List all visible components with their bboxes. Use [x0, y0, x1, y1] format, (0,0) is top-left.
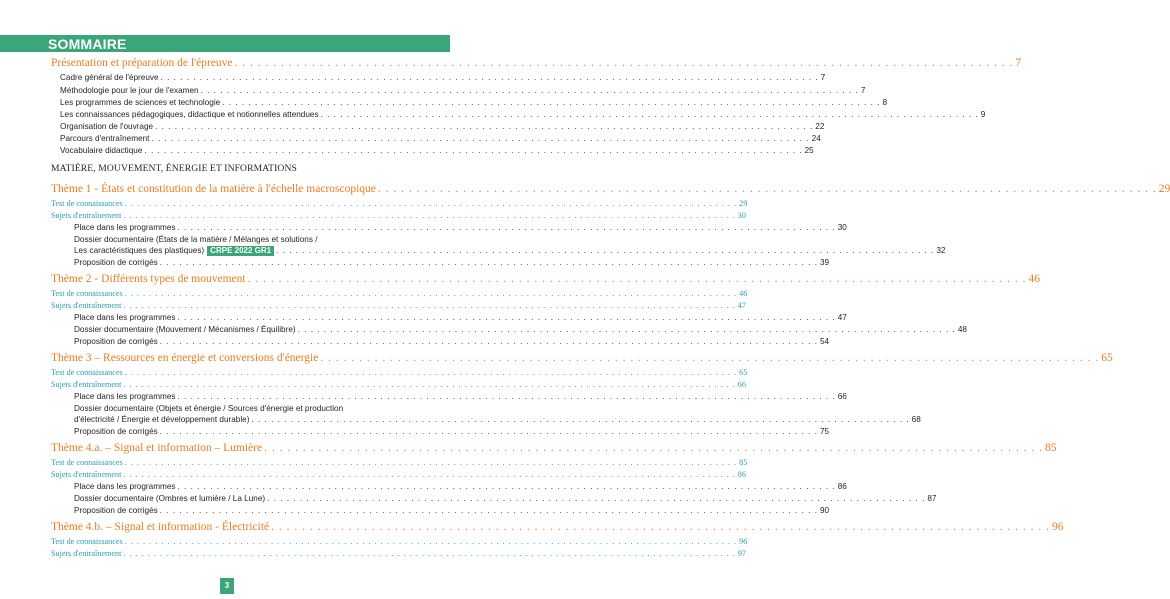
theme-page: 96 — [1052, 521, 1064, 533]
test-label: Test de connaissances — [51, 458, 123, 467]
test-label: Test de connaissances — [51, 368, 123, 377]
theme-title: Thème 2 - Différents types de mouvement — [51, 273, 246, 285]
toc-entry[interactable] — [60, 98, 887, 107]
sujets-link[interactable] — [51, 549, 746, 558]
leader-dots — [125, 537, 737, 546]
theme-heading[interactable] — [51, 183, 1170, 195]
test-page: 29 — [739, 199, 748, 208]
intro-heading[interactable] — [51, 57, 1022, 69]
leader-dots — [235, 57, 1014, 69]
leader-dots — [125, 368, 737, 377]
sujets-page: 66 — [737, 380, 746, 389]
test-link[interactable] — [51, 199, 748, 208]
leader-dots — [378, 183, 1157, 195]
theme-page: 46 — [1028, 273, 1040, 285]
sujets-link[interactable] — [51, 380, 746, 389]
toc-entry-page: 47 — [837, 313, 847, 322]
toc-entry[interactable] — [60, 134, 821, 143]
toc-entry[interactable] — [74, 482, 847, 491]
leader-dots — [177, 482, 835, 491]
toc-entry[interactable] — [74, 223, 847, 232]
leader-dots — [123, 470, 735, 479]
theme-title: Thème 4.a. – Signal et information – Lumière — [51, 442, 263, 454]
toc-entry-page: 48 — [957, 325, 967, 334]
test-page: 65 — [739, 368, 748, 377]
toc-entry-page: 32 — [936, 246, 946, 255]
theme-heading[interactable] — [51, 273, 1040, 285]
leader-dots — [144, 146, 802, 155]
leader-dots — [160, 258, 818, 267]
leader-dots — [276, 246, 934, 255]
theme-page: 85 — [1044, 442, 1057, 454]
leader-dots — [321, 110, 979, 119]
toc-entry-label: Méthodologie pour le jour de l'examen — [60, 86, 199, 95]
toc-entry-text: Les caractéristiques des plastiques) — [74, 246, 205, 255]
toc-entry-line: Dossier documentaire (Objets et énergie / Sources d'énergie et production — [74, 404, 344, 413]
toc-entry-page: 30 — [837, 223, 847, 232]
theme-page: 65 — [1101, 352, 1113, 364]
leader-dots — [160, 506, 818, 515]
toc-entry-label: Dossier documentaire (Ombres et lumière / La Lune) — [74, 494, 266, 503]
test-page: 46 — [739, 289, 748, 298]
sujets-label: Sujets d'entraînement — [51, 380, 122, 389]
test-page: 85 — [739, 458, 748, 467]
toc-entry[interactable] — [74, 337, 830, 346]
leader-dots — [298, 325, 956, 334]
leader-dots — [177, 223, 835, 232]
leader-dots — [123, 301, 735, 310]
leader-dots — [123, 549, 735, 558]
toc-entry-page: 9 — [980, 110, 986, 119]
toc-entry-label: Proposition de corrigés — [74, 337, 158, 346]
toc-entry-label: Organisation de l'ouvrage — [60, 122, 154, 131]
toc-entry-page: 86 — [837, 482, 847, 491]
toc-entry[interactable] — [74, 427, 830, 436]
toc-entry-label: Proposition de corrigés — [74, 427, 158, 436]
leader-dots — [267, 494, 925, 503]
toc-entry-label: Dossier documentaire (Mouvement / Mécanismes / Équilibre) — [74, 325, 296, 334]
toc-entry[interactable] — [74, 313, 847, 322]
toc-entry[interactable] — [60, 146, 814, 155]
theme-heading[interactable] — [51, 442, 1057, 454]
theme-page: 29 — [1158, 183, 1170, 195]
leader-dots — [201, 86, 859, 95]
leader-dots — [160, 427, 818, 436]
exam-badge: CRPE 2022 GR1 — [207, 246, 274, 256]
toc-entry-page: 87 — [927, 494, 937, 503]
theme-title: Thème 1 - États et constitution de la matière à l'échelle macroscopique — [51, 183, 376, 195]
sujets-link[interactable] — [51, 211, 746, 220]
toc-entry[interactable] — [74, 392, 847, 401]
test-link[interactable] — [51, 368, 748, 377]
sujets-page: 97 — [737, 549, 746, 558]
toc-entry-page: 8 — [882, 98, 887, 107]
theme-title: Thème 3 – Ressources en énergie et conversions d'énergie — [51, 352, 319, 364]
toc-entry-page: 75 — [819, 427, 830, 436]
leader-dots — [264, 442, 1043, 454]
leader-dots — [123, 380, 735, 389]
toc-entry-label: Les programmes de sciences et technologie — [60, 98, 221, 107]
toc-entry-label: d'électricité / Énergie et développement durable) — [74, 415, 250, 424]
toc-entry-page: 7 — [860, 86, 866, 95]
leader-dots — [177, 392, 835, 401]
toc-entry-label: Proposition de corrigés — [74, 258, 158, 267]
leader-dots — [251, 415, 909, 424]
toc-entry[interactable] — [60, 110, 986, 119]
sujets-page: 47 — [737, 301, 746, 310]
leader-dots — [271, 521, 1050, 533]
toc-entry-page: 66 — [837, 392, 847, 401]
theme-title: Thème 4.b. – Signal et information - Électricité — [51, 521, 270, 533]
toc-entry[interactable] — [74, 325, 967, 334]
toc-entry-label: Place dans les programmes — [74, 392, 176, 401]
leader-dots — [125, 289, 737, 298]
toc-entry-page: 90 — [819, 506, 830, 515]
sujets-link[interactable] — [51, 301, 746, 310]
leader-dots — [222, 98, 880, 107]
toc-entry-label: Cadre général de l'épreuve — [60, 73, 159, 82]
intro-title: Présentation et préparation de l'épreuve — [51, 57, 233, 69]
leader-dots — [125, 458, 737, 467]
leader-dots — [248, 273, 1027, 285]
toc-entry-page: 68 — [911, 415, 921, 424]
page-number-badge: 3 — [220, 578, 234, 594]
test-label: Test de connaissances — [51, 199, 123, 208]
toc-entry[interactable] — [60, 122, 825, 131]
leader-dots — [125, 199, 737, 208]
toc-entry-page: 22 — [815, 122, 825, 131]
leader-dots — [320, 352, 1099, 364]
sujets-label: Sujets d'entraînement — [51, 470, 122, 479]
leader-dots — [151, 134, 809, 143]
toc-entry-page: 24 — [811, 134, 821, 143]
test-page: 96 — [739, 537, 748, 546]
theme-heading[interactable] — [51, 521, 1064, 533]
toc-entry[interactable] — [60, 73, 826, 82]
toc-entry-page: 7 — [820, 73, 826, 82]
toc-entry-label — [74, 246, 274, 256]
leader-dots — [160, 337, 818, 346]
toc-entry-label: Place dans les programmes — [74, 482, 176, 491]
leader-dots — [123, 211, 735, 220]
test-label: Test de connaissances — [51, 537, 123, 546]
leader-dots — [177, 313, 835, 322]
toc-entry-label: Les connaissances pédagogiques, didactique et notionnelles attendues — [60, 110, 319, 119]
theme-heading[interactable] — [51, 352, 1113, 364]
sujets-label: Sujets d'entraînement — [51, 549, 122, 558]
toc-entry-page: 25 — [804, 146, 814, 155]
sujets-page: 86 — [737, 470, 746, 479]
toc-entry-label: Proposition de corrigés — [74, 506, 158, 515]
toc-entry-page: 54 — [819, 337, 830, 346]
leader-dots — [161, 73, 819, 82]
sujets-label: Sujets d'entraînement — [51, 211, 122, 220]
toc-entry-line: Dossier documentaire (États de la matière / Mélanges et solutions / — [74, 235, 318, 244]
sujets-page: 30 — [737, 211, 746, 220]
toc-entry[interactable] — [60, 86, 866, 95]
toc-entry[interactable] — [74, 415, 921, 424]
toc-entry[interactable] — [74, 258, 830, 267]
intro-page: 7 — [1015, 57, 1022, 69]
test-link[interactable] — [51, 458, 748, 467]
toc-entry-label: Place dans les programmes — [74, 223, 176, 232]
toc-entry-label: Vocabulaire didactique — [60, 146, 143, 155]
test-link[interactable] — [51, 289, 748, 298]
page-title: SOMMAIRE — [48, 36, 127, 52]
toc-entry[interactable] — [74, 506, 830, 515]
toc-entry[interactable] — [74, 246, 946, 256]
test-label: Test de connaissances — [51, 289, 123, 298]
sujets-label: Sujets d'entraînement — [51, 301, 122, 310]
toc-entry-label: Place dans les programmes — [74, 313, 176, 322]
toc-entry[interactable] — [74, 494, 937, 503]
toc-entry-page: 39 — [819, 258, 830, 267]
toc-entry-label: Parcours d'entraînement — [60, 134, 150, 143]
leader-dots — [155, 122, 813, 131]
section-heading: MATIÈRE, MOUVEMENT, ÉNERGIE ET INFORMATIONS — [51, 163, 297, 174]
test-link[interactable] — [51, 537, 748, 546]
sujets-link[interactable] — [51, 470, 746, 479]
